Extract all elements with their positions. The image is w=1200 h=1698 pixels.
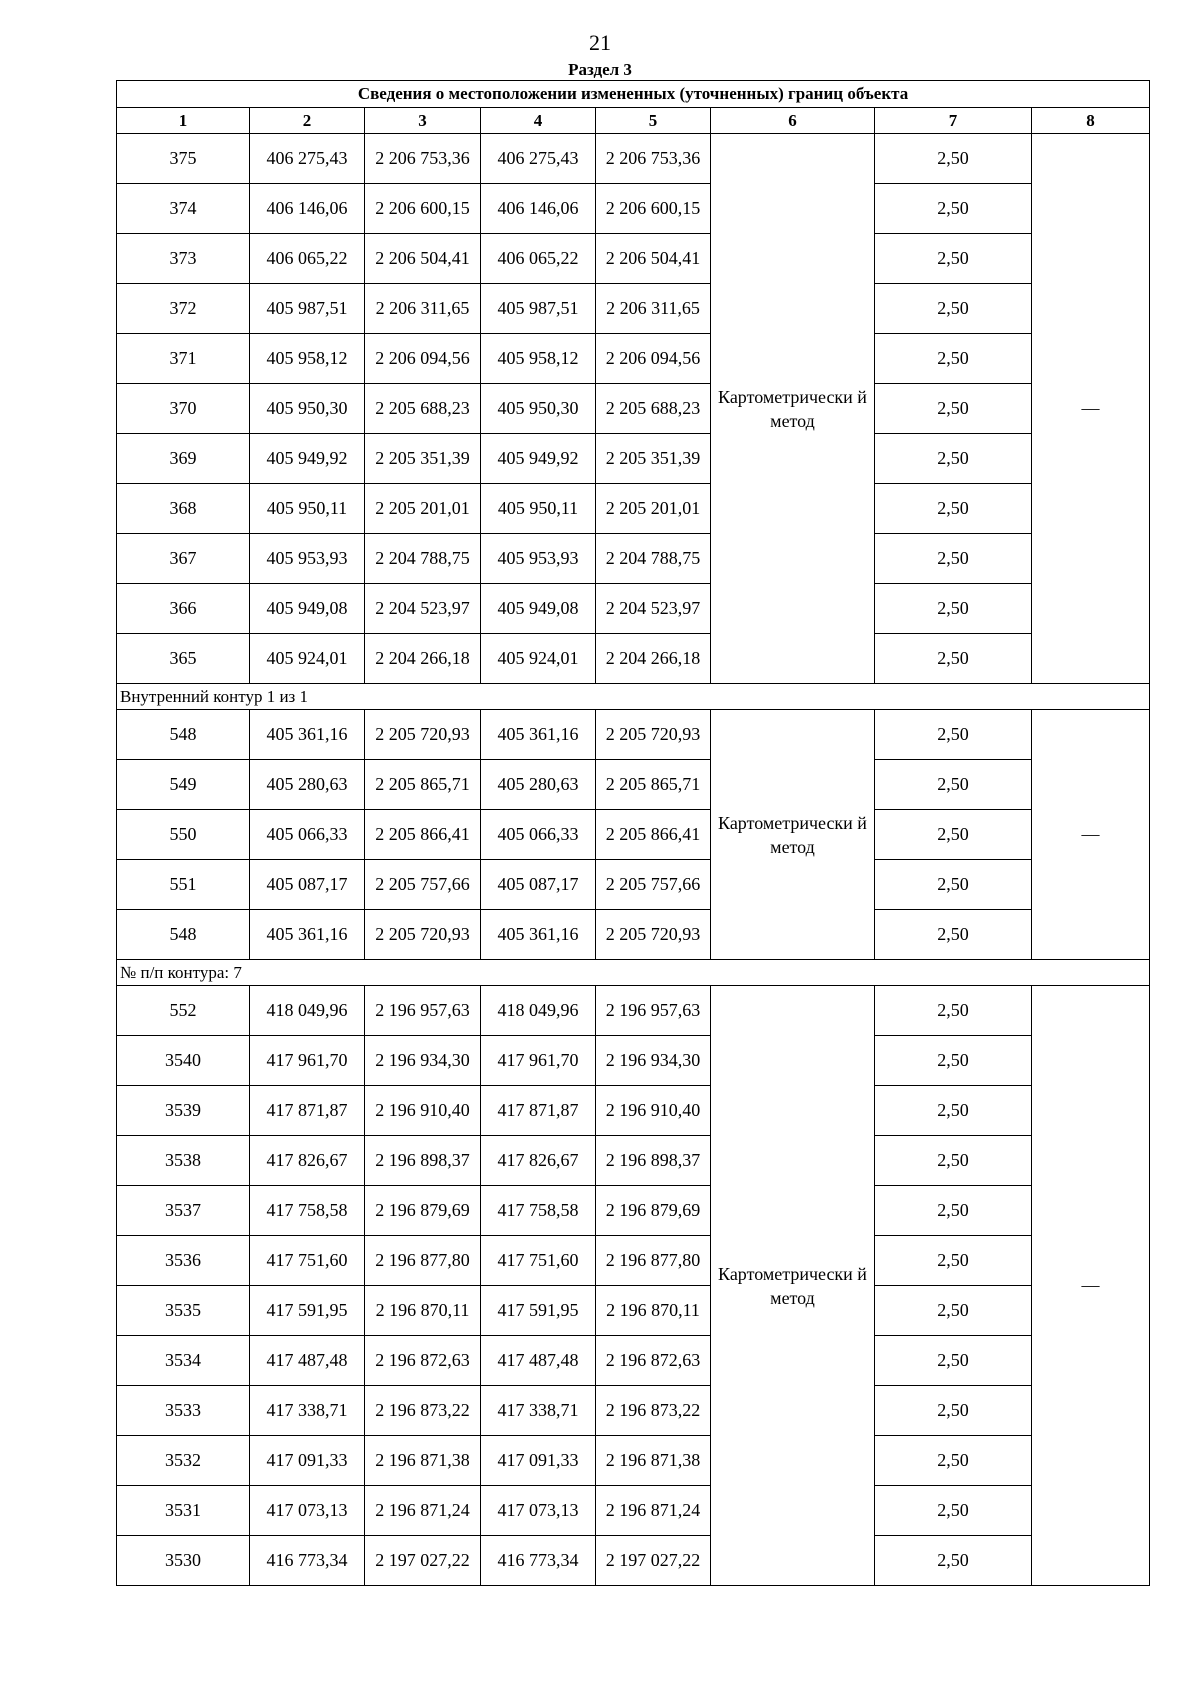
x-coordinate-cell: 416 773,34 xyxy=(250,1536,365,1586)
y-coordinate-cell: 2 206 753,36 xyxy=(596,134,711,184)
y-coordinate-cell: 2 196 879,69 xyxy=(365,1186,481,1236)
y-coordinate-cell: 2 204 523,97 xyxy=(365,584,481,634)
x-coordinate-cell: 417 871,87 xyxy=(481,1086,596,1136)
x-coordinate-cell: 417 591,95 xyxy=(481,1286,596,1336)
table-row xyxy=(117,1036,1150,1086)
accuracy-cell: 2,50 xyxy=(875,334,1032,384)
accuracy-cell: 2,50 xyxy=(875,234,1032,284)
table-row xyxy=(117,1086,1150,1136)
y-coordinate-cell: 2 205 865,71 xyxy=(365,760,481,810)
y-coordinate-cell: 2 204 523,97 xyxy=(596,584,711,634)
x-coordinate-cell: 417 751,60 xyxy=(481,1236,596,1286)
column-number: 5 xyxy=(596,108,711,134)
point-number-cell: 549 xyxy=(117,760,250,810)
y-coordinate-cell: 2 204 788,75 xyxy=(596,534,711,584)
table-row xyxy=(117,1136,1150,1186)
accuracy-cell: 2,50 xyxy=(875,1536,1032,1586)
column-number: 3 xyxy=(365,108,481,134)
y-coordinate-cell: 2 206 094,56 xyxy=(365,334,481,384)
x-coordinate-cell: 405 950,30 xyxy=(250,384,365,434)
x-coordinate-cell: 405 924,01 xyxy=(250,634,365,684)
y-coordinate-cell: 2 196 898,37 xyxy=(365,1136,481,1186)
table-row xyxy=(117,1436,1150,1486)
section-title: Раздел 3 xyxy=(568,60,632,79)
x-coordinate-cell: 405 950,11 xyxy=(481,484,596,534)
y-coordinate-cell: 2 206 600,15 xyxy=(365,184,481,234)
y-coordinate-cell: 2 205 720,93 xyxy=(365,710,481,760)
x-coordinate-cell: 405 949,08 xyxy=(250,584,365,634)
y-coordinate-cell: 2 196 870,11 xyxy=(596,1286,711,1336)
y-coordinate-cell: 2 205 688,23 xyxy=(596,384,711,434)
point-number-cell: 3536 xyxy=(117,1236,250,1286)
contour-label: Внутренний контур 1 из 1 xyxy=(117,684,1150,710)
x-coordinate-cell: 417 826,67 xyxy=(250,1136,365,1186)
y-coordinate-cell: 2 204 788,75 xyxy=(365,534,481,584)
column-number: 4 xyxy=(481,108,596,134)
y-coordinate-cell: 2 196 872,63 xyxy=(596,1336,711,1386)
table-row xyxy=(117,484,1150,534)
x-coordinate-cell: 405 280,63 xyxy=(481,760,596,810)
x-coordinate-cell: 405 066,33 xyxy=(481,810,596,860)
accuracy-cell: 2,50 xyxy=(875,1236,1032,1286)
table-row xyxy=(117,1186,1150,1236)
table-row xyxy=(117,710,1150,760)
y-coordinate-cell: 2 196 871,24 xyxy=(365,1486,481,1536)
accuracy-cell: 2,50 xyxy=(875,1436,1032,1486)
y-coordinate-cell: 2 206 504,41 xyxy=(365,234,481,284)
x-coordinate-cell: 405 361,16 xyxy=(250,910,365,960)
table-row xyxy=(117,534,1150,584)
accuracy-cell: 2,50 xyxy=(875,1186,1032,1236)
accuracy-cell: 2,50 xyxy=(875,634,1032,684)
accuracy-cell: 2,50 xyxy=(875,760,1032,810)
boundary-table xyxy=(116,80,1150,1586)
x-coordinate-cell: 405 924,01 xyxy=(481,634,596,684)
point-number-cell: 550 xyxy=(117,810,250,860)
y-coordinate-cell: 2 196 898,37 xyxy=(596,1136,711,1186)
table-row xyxy=(117,1236,1150,1286)
x-coordinate-cell: 405 949,92 xyxy=(250,434,365,484)
y-coordinate-cell: 2 196 879,69 xyxy=(596,1186,711,1236)
x-coordinate-cell: 406 275,43 xyxy=(250,134,365,184)
y-coordinate-cell: 2 204 266,18 xyxy=(596,634,711,684)
notes-cell: — xyxy=(1032,134,1150,684)
point-number-cell: 374 xyxy=(117,184,250,234)
y-coordinate-cell: 2 205 757,66 xyxy=(365,860,481,910)
table-row xyxy=(117,860,1150,910)
x-coordinate-cell: 405 987,51 xyxy=(481,284,596,334)
y-coordinate-cell: 2 196 873,22 xyxy=(596,1386,711,1436)
x-coordinate-cell: 405 280,63 xyxy=(250,760,365,810)
y-coordinate-cell: 2 196 871,24 xyxy=(596,1486,711,1536)
table-row xyxy=(117,1386,1150,1436)
x-coordinate-cell: 417 487,48 xyxy=(481,1336,596,1386)
y-coordinate-cell: 2 196 870,11 xyxy=(365,1286,481,1336)
x-coordinate-cell: 417 758,58 xyxy=(481,1186,596,1236)
column-number: 1 xyxy=(117,108,250,134)
y-coordinate-cell: 2 206 600,15 xyxy=(596,184,711,234)
accuracy-cell: 2,50 xyxy=(875,710,1032,760)
point-number-cell: 3535 xyxy=(117,1286,250,1336)
point-number-cell: 3540 xyxy=(117,1036,250,1086)
x-coordinate-cell: 405 949,08 xyxy=(481,584,596,634)
y-coordinate-cell: 2 196 934,30 xyxy=(365,1036,481,1086)
x-coordinate-cell: 417 338,71 xyxy=(481,1386,596,1436)
y-coordinate-cell: 2 206 094,56 xyxy=(596,334,711,384)
y-coordinate-cell: 2 205 201,01 xyxy=(365,484,481,534)
y-coordinate-cell: 2 205 351,39 xyxy=(365,434,481,484)
point-number-cell: 3532 xyxy=(117,1436,250,1486)
x-coordinate-cell: 405 953,93 xyxy=(481,534,596,584)
accuracy-cell: 2,50 xyxy=(875,1486,1032,1536)
accuracy-cell: 2,50 xyxy=(875,534,1032,584)
accuracy-cell: 2,50 xyxy=(875,1286,1032,1336)
x-coordinate-cell: 417 871,87 xyxy=(250,1086,365,1136)
table-row xyxy=(117,760,1150,810)
table-title: Сведения о местоположении измененных (уточненных) границ объекта xyxy=(117,81,1150,108)
y-coordinate-cell: 2 205 720,93 xyxy=(596,910,711,960)
point-number-cell: 552 xyxy=(117,986,250,1036)
point-number-cell: 371 xyxy=(117,334,250,384)
table-row xyxy=(117,384,1150,434)
x-coordinate-cell: 418 049,96 xyxy=(481,986,596,1036)
x-coordinate-cell: 417 487,48 xyxy=(250,1336,365,1386)
accuracy-cell: 2,50 xyxy=(875,1386,1032,1436)
accuracy-cell: 2,50 xyxy=(875,134,1032,184)
y-coordinate-cell: 2 196 877,80 xyxy=(596,1236,711,1286)
y-coordinate-cell: 2 205 351,39 xyxy=(596,434,711,484)
y-coordinate-cell: 2 197 027,22 xyxy=(365,1536,481,1586)
notes-cell: — xyxy=(1032,710,1150,960)
notes-cell: — xyxy=(1032,986,1150,1586)
y-coordinate-cell: 2 205 866,41 xyxy=(596,810,711,860)
x-coordinate-cell: 417 091,33 xyxy=(250,1436,365,1486)
table-row xyxy=(117,1536,1150,1586)
x-coordinate-cell: 417 591,95 xyxy=(250,1286,365,1336)
y-coordinate-cell: 2 206 311,65 xyxy=(596,284,711,334)
table-row xyxy=(117,234,1150,284)
point-number-cell: 548 xyxy=(117,710,250,760)
accuracy-cell: 2,50 xyxy=(875,284,1032,334)
point-number-cell: 368 xyxy=(117,484,250,534)
point-number-cell: 373 xyxy=(117,234,250,284)
accuracy-cell: 2,50 xyxy=(875,986,1032,1036)
x-coordinate-cell: 417 338,71 xyxy=(250,1386,365,1436)
x-coordinate-cell: 417 758,58 xyxy=(250,1186,365,1236)
point-number-cell: 372 xyxy=(117,284,250,334)
table-row xyxy=(117,334,1150,384)
x-coordinate-cell: 405 066,33 xyxy=(250,810,365,860)
y-coordinate-cell: 2 204 266,18 xyxy=(365,634,481,684)
point-number-cell: 551 xyxy=(117,860,250,910)
accuracy-cell: 2,50 xyxy=(875,384,1032,434)
column-number: 6 xyxy=(711,108,875,134)
accuracy-cell: 2,50 xyxy=(875,1036,1032,1086)
x-coordinate-cell: 406 065,22 xyxy=(250,234,365,284)
table-row xyxy=(117,1336,1150,1386)
y-coordinate-cell: 2 196 872,63 xyxy=(365,1336,481,1386)
x-coordinate-cell: 416 773,34 xyxy=(481,1536,596,1586)
point-number-cell: 375 xyxy=(117,134,250,184)
y-coordinate-cell: 2 196 871,38 xyxy=(596,1436,711,1486)
table-row xyxy=(117,1286,1150,1336)
x-coordinate-cell: 406 146,06 xyxy=(250,184,365,234)
x-coordinate-cell: 405 361,16 xyxy=(250,710,365,760)
table-row xyxy=(117,584,1150,634)
y-coordinate-cell: 2 197 027,22 xyxy=(596,1536,711,1586)
y-coordinate-cell: 2 206 311,65 xyxy=(365,284,481,334)
x-coordinate-cell: 405 950,11 xyxy=(250,484,365,534)
x-coordinate-cell: 405 087,17 xyxy=(250,860,365,910)
table-row xyxy=(117,184,1150,234)
accuracy-cell: 2,50 xyxy=(875,910,1032,960)
y-coordinate-cell: 2 205 757,66 xyxy=(596,860,711,910)
y-coordinate-cell: 2 205 720,93 xyxy=(596,710,711,760)
point-number-cell: 365 xyxy=(117,634,250,684)
point-number-cell: 3538 xyxy=(117,1136,250,1186)
x-coordinate-cell: 418 049,96 xyxy=(250,986,365,1036)
x-coordinate-cell: 405 950,30 xyxy=(481,384,596,434)
accuracy-cell: 2,50 xyxy=(875,860,1032,910)
accuracy-cell: 2,50 xyxy=(875,1136,1032,1186)
table-row xyxy=(117,634,1150,684)
table-row xyxy=(117,434,1150,484)
y-coordinate-cell: 2 205 866,41 xyxy=(365,810,481,860)
table-row xyxy=(117,810,1150,860)
point-number-cell: 3534 xyxy=(117,1336,250,1386)
accuracy-cell: 2,50 xyxy=(875,484,1032,534)
point-number-cell: 370 xyxy=(117,384,250,434)
column-number: 2 xyxy=(250,108,365,134)
table-row xyxy=(117,910,1150,960)
x-coordinate-cell: 417 073,13 xyxy=(481,1486,596,1536)
contour-separator-row xyxy=(117,960,1150,986)
x-coordinate-cell: 405 949,92 xyxy=(481,434,596,484)
y-coordinate-cell: 2 196 910,40 xyxy=(596,1086,711,1136)
x-coordinate-cell: 417 073,13 xyxy=(250,1486,365,1536)
point-number-cell: 3533 xyxy=(117,1386,250,1436)
accuracy-cell: 2,50 xyxy=(875,584,1032,634)
y-coordinate-cell: 2 205 688,23 xyxy=(365,384,481,434)
method-cell: Картометрически й метод xyxy=(711,134,875,684)
point-number-cell: 3531 xyxy=(117,1486,250,1536)
x-coordinate-cell: 406 065,22 xyxy=(481,234,596,284)
column-number: 7 xyxy=(875,108,1032,134)
point-number-cell: 3530 xyxy=(117,1536,250,1586)
x-coordinate-cell: 417 961,70 xyxy=(481,1036,596,1086)
y-coordinate-cell: 2 206 753,36 xyxy=(365,134,481,184)
x-coordinate-cell: 405 958,12 xyxy=(250,334,365,384)
x-coordinate-cell: 405 987,51 xyxy=(250,284,365,334)
y-coordinate-cell: 2 196 871,38 xyxy=(365,1436,481,1486)
x-coordinate-cell: 405 361,16 xyxy=(481,910,596,960)
contour-separator-row xyxy=(117,684,1150,710)
y-coordinate-cell: 2 206 504,41 xyxy=(596,234,711,284)
x-coordinate-cell: 417 826,67 xyxy=(481,1136,596,1186)
point-number-cell: 3537 xyxy=(117,1186,250,1236)
x-coordinate-cell: 405 958,12 xyxy=(481,334,596,384)
table-row xyxy=(117,1486,1150,1536)
x-coordinate-cell: 405 087,17 xyxy=(481,860,596,910)
x-coordinate-cell: 417 091,33 xyxy=(481,1436,596,1486)
column-number: 8 xyxy=(1032,108,1150,134)
table-row xyxy=(117,134,1150,184)
x-coordinate-cell: 417 751,60 xyxy=(250,1236,365,1286)
point-number-cell: 369 xyxy=(117,434,250,484)
y-coordinate-cell: 2 196 877,80 xyxy=(365,1236,481,1286)
accuracy-cell: 2,50 xyxy=(875,1336,1032,1386)
point-number-cell: 3539 xyxy=(117,1086,250,1136)
point-number-cell: 366 xyxy=(117,584,250,634)
table-row xyxy=(117,986,1150,1036)
y-coordinate-cell: 2 196 957,63 xyxy=(596,986,711,1036)
y-coordinate-cell: 2 205 720,93 xyxy=(365,910,481,960)
contour-label: № п/п контура: 7 xyxy=(117,960,1150,986)
table-body xyxy=(117,134,1150,1586)
y-coordinate-cell: 2 196 934,30 xyxy=(596,1036,711,1086)
x-coordinate-cell: 405 361,16 xyxy=(481,710,596,760)
y-coordinate-cell: 2 196 873,22 xyxy=(365,1386,481,1436)
method-cell: Картометрически й метод xyxy=(711,710,875,960)
accuracy-cell: 2,50 xyxy=(875,1086,1032,1136)
accuracy-cell: 2,50 xyxy=(875,810,1032,860)
y-coordinate-cell: 2 205 201,01 xyxy=(596,484,711,534)
y-coordinate-cell: 2 196 957,63 xyxy=(365,986,481,1036)
y-coordinate-cell: 2 196 910,40 xyxy=(365,1086,481,1136)
accuracy-cell: 2,50 xyxy=(875,184,1032,234)
point-number-cell: 548 xyxy=(117,910,250,960)
method-cell: Картометрически й метод xyxy=(711,986,875,1586)
point-number-cell: 367 xyxy=(117,534,250,584)
x-coordinate-cell: 406 275,43 xyxy=(481,134,596,184)
x-coordinate-cell: 405 953,93 xyxy=(250,534,365,584)
y-coordinate-cell: 2 205 865,71 xyxy=(596,760,711,810)
accuracy-cell: 2,50 xyxy=(875,434,1032,484)
x-coordinate-cell: 406 146,06 xyxy=(481,184,596,234)
x-coordinate-cell: 417 961,70 xyxy=(250,1036,365,1086)
page-number: 21 xyxy=(589,30,611,55)
table-row xyxy=(117,284,1150,334)
